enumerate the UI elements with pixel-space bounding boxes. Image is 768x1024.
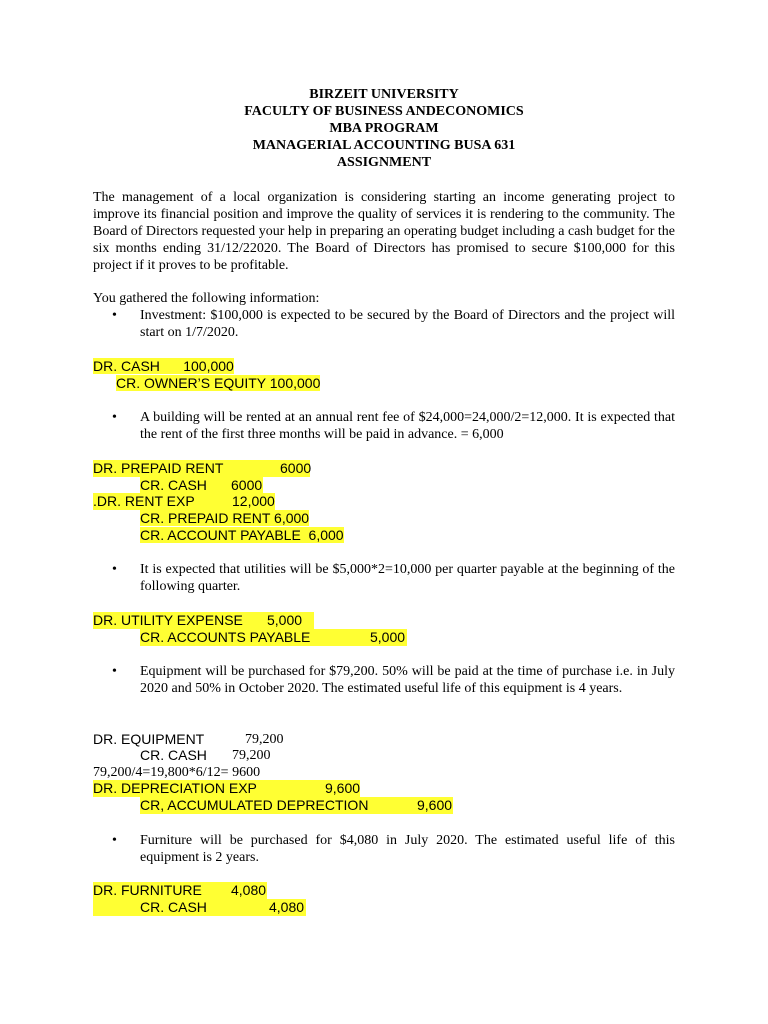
journal-line	[140, 747, 283, 764]
entry1-cr-equity: CR. OWNER’S EQUITY 100,000	[116, 375, 321, 391]
journal-line	[93, 731, 283, 748]
intro-paragraph: The management of a local organization is considering starting an income generating project to improve its financial position and improve the quality of services it is rendering to the community. The Board of Directors requested your help in preparing an operating budget including a cash budget for the six months ending 31/12/22020. The Board of Directors has promised to secure $100,000 for this project if it proves to be profitable.	[93, 190, 675, 273]
journal-line	[93, 493, 275, 510]
journal-line	[93, 780, 360, 797]
bullet-dot: •	[112, 833, 117, 848]
entry-amount: 9,600	[417, 797, 453, 813]
faculty-name: FACULTY OF BUSINESS ANDECONOMICS	[244, 104, 524, 119]
journal-line	[93, 460, 310, 477]
journal-line	[93, 882, 267, 899]
depreciation-calculation: 79,200/4=19,800*6/12= 9600	[93, 765, 261, 780]
entry-label: .DR. RENT EXP	[93, 493, 195, 509]
bullet-text: Furniture will be purchased for $4,080 in July 2020. The estimated useful life of this equipment is 2 years.	[140, 833, 675, 865]
journal-line	[140, 527, 344, 544]
entry-amount: 6000	[231, 477, 263, 493]
entry-amount: 5,000	[267, 612, 303, 628]
entry-label: DR. PREPAID RENT	[93, 460, 224, 476]
entry-text: CR. PREPAID RENT 6,000	[140, 510, 310, 526]
bullet-text: It is expected that utilities will be $5,000*2=10,000 per quarter payable at the beginning of the following quarter.	[140, 562, 675, 594]
journal-line	[93, 612, 314, 629]
entry-label: CR, ACCUMULATED DEPRECTION	[140, 797, 369, 813]
entry1-dr-cash: DR. CASH 100,000	[93, 358, 234, 374]
entry-amount: 6000	[280, 460, 312, 476]
journal-line	[140, 477, 263, 494]
bullet-text: A building will be rented at an annual rent fee of $24,000=24,000/2=12,000. It is expected that the rent of the first three months will be paid in advance. = 6,000	[140, 410, 675, 442]
entry-label: DR. FURNITURE	[93, 882, 202, 898]
entry-amount: 9,600	[325, 780, 361, 796]
entry-amount: 4,080	[231, 882, 267, 898]
assignment-title: ASSIGNMENT	[336, 155, 432, 170]
entry-label: DR. EQUIPMENT	[93, 731, 205, 747]
bullet-dot: •	[112, 308, 117, 323]
journal-line	[140, 797, 453, 814]
program-name: MBA PROGRAM	[329, 121, 439, 136]
entry-text: CR. ACCOUNT PAYABLE 6,000	[140, 527, 344, 543]
entry-amount: 79,200	[232, 748, 271, 763]
bullet-dot: •	[112, 664, 117, 679]
bullet-dot: •	[112, 410, 117, 425]
entry-amount: 5,000	[370, 629, 406, 645]
bullet-text: Equipment will be purchased for $79,200. 50% will be paid at the time of purchase i.e. in July 2020 and 50% in October 2020. The estimated useful life of this equipment is 4 years.	[140, 664, 675, 696]
entry-label: CR. CASH	[140, 477, 207, 493]
journal-line	[140, 629, 407, 646]
entry-amount: 12,000	[232, 493, 275, 509]
entry-label: DR. UTILITY EXPENSE	[93, 612, 243, 628]
journal-line	[116, 375, 320, 392]
journal-line	[140, 510, 309, 527]
entry-amount: 79,200	[245, 732, 284, 747]
document-header	[0, 86, 768, 171]
bullet-dot: •	[112, 562, 117, 577]
entry-label: DR. DEPRECIATION EXP	[93, 780, 257, 796]
bullet-text: Investment: $100,000 is expected to be secured by the Board of Directors and the project will start on 1/7/2020.	[140, 308, 675, 340]
university-name: BIRZEIT UNIVERSITY	[309, 87, 459, 102]
course-title: MANAGERIAL ACCOUNTING BUSA 631	[252, 138, 516, 153]
entry-label: CR. CASH	[140, 899, 207, 915]
entry-label: CR. ACCOUNTS PAYABLE	[140, 629, 311, 645]
gathered-text: You gathered the following information:	[93, 291, 320, 306]
entry-label: CR. CASH	[140, 747, 207, 763]
entry-amount: 4,080	[269, 899, 305, 915]
journal-line	[93, 899, 306, 916]
journal-line	[93, 358, 234, 375]
